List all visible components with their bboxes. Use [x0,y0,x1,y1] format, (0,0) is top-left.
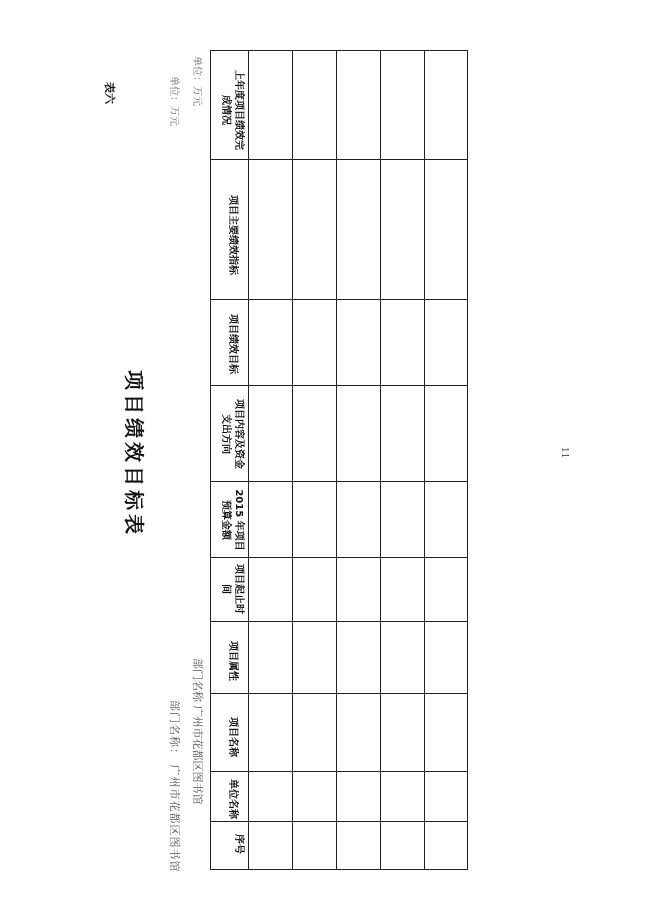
header-project-attribute: 项目属性 [227,641,238,681]
header-serial-number: 序号 [233,834,244,854]
header-performance-target: 项目绩效目标 [227,314,238,374]
header-budget-2015: 2015 年项目预算金额 [220,489,244,551]
department-name: 部门名称： 广州市花都区图书馆 [168,700,181,873]
header-last-year-performance: 上年度项目绩效完成情况 [220,70,244,150]
grid-line [211,693,467,694]
header-content-direction: 项目内容及资金支出方向 [220,399,244,469]
grid-line [211,771,467,772]
grid-line [211,481,467,482]
grid-line [211,159,467,160]
page-title: 项目绩效目标表 [122,370,146,538]
grid-line [248,51,249,869]
department-name-secondary: 部门名称 广州市花都区图书馆 [191,658,204,805]
grid-line [211,385,467,386]
header-project-name: 项目名称 [227,717,238,757]
grid-line [380,51,381,869]
performance-table [210,50,468,870]
grid-line [292,51,293,869]
grid-line [211,621,467,622]
grid-line [211,821,467,822]
grid-line [336,51,337,869]
page-number: 11 [559,447,569,459]
grid-line [211,557,467,558]
unit-label-secondary: 单位：万元 [191,56,202,106]
grid-line [211,299,467,300]
grid-line [424,51,425,869]
header-key-indicators: 项目主要绩效指标 [227,195,238,275]
table-label: 表六 [103,82,116,104]
header-unit-name: 单位名称 [227,779,238,819]
unit-label: 单位：万元 [168,76,179,126]
header-project-period: 项目起止时间 [220,564,244,614]
